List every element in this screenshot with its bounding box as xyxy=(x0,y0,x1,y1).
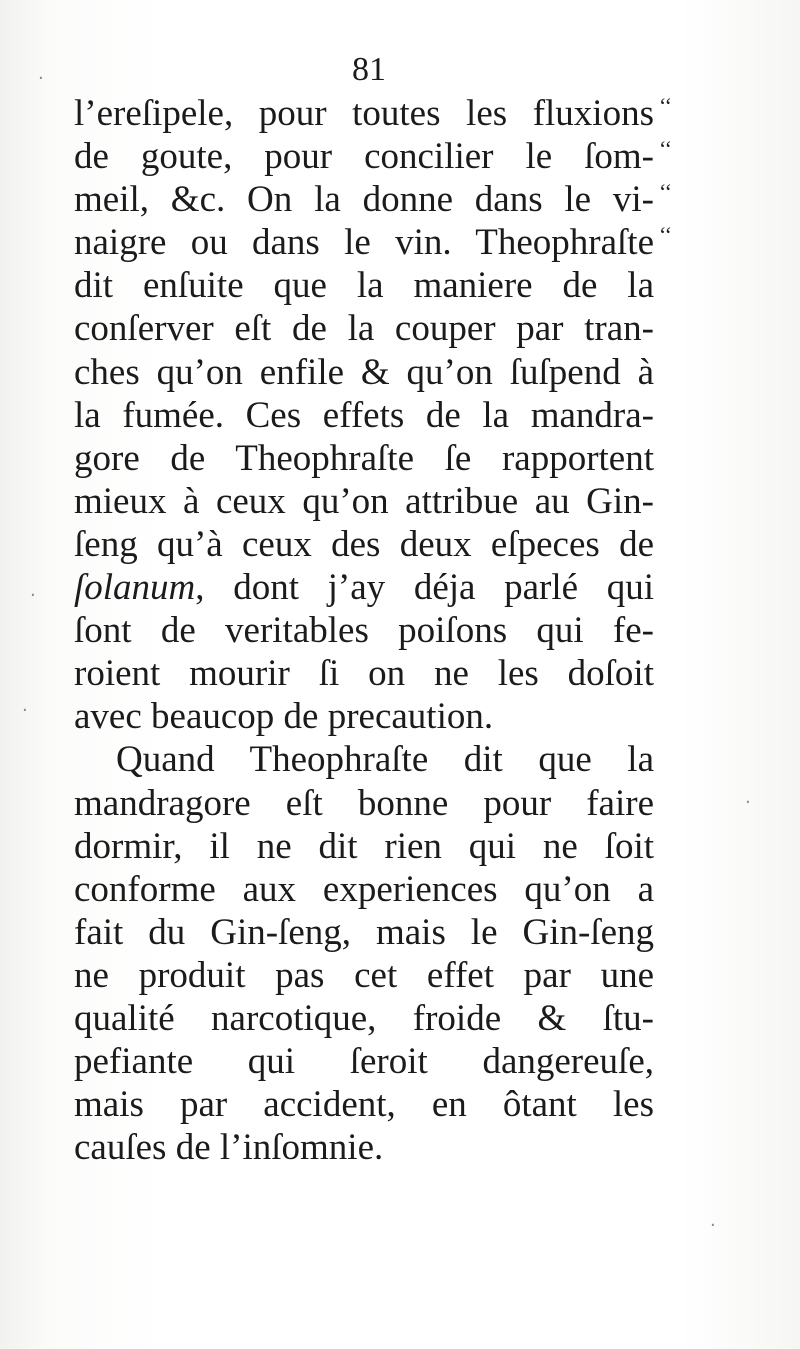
paper-speck: · xyxy=(745,792,751,813)
page-number: 81 xyxy=(352,51,386,88)
text-line: pefiante qui ſeroit dangereuſe, xyxy=(74,1041,654,1083)
paper-speck: · xyxy=(38,68,44,89)
text-line: mais par accident, en ôtant les xyxy=(74,1084,654,1126)
quotation-mark: ‘‘ xyxy=(658,179,672,205)
text-line: dit enſuite que la maniere de la xyxy=(74,265,654,307)
text-line: ſeng qu’à ceux des deux eſpeces de xyxy=(74,523,654,565)
quotation-mark: ‘‘ xyxy=(658,93,672,118)
text-line: ſolanum, dont j’ay déja parlé qui xyxy=(74,567,654,609)
text-line: avec beaucop de precaution. xyxy=(74,696,494,738)
paper-speck: · xyxy=(30,585,36,606)
text-line: roient mourir ſi on ne les doſoit xyxy=(74,653,654,695)
text-line: mieux à ceux qu’on attribue au Gin- xyxy=(74,480,654,522)
paper-speck: · xyxy=(710,1215,716,1236)
text-line: ſont de veritables poiſons qui fe- xyxy=(74,610,654,652)
text-line: cauſes de l’inſomnie. xyxy=(74,1127,384,1169)
text-line: mandragore eſt bonne pour faire xyxy=(74,782,654,824)
text-line: dormir, il ne dit rien qui ne ſoit xyxy=(74,825,654,867)
text-line: ne produit pas cet effet par une xyxy=(74,954,654,996)
text-line: naigre ou dans le vin. Theophraſte ‘‘ xyxy=(74,221,654,264)
text-line: meil, &c. On la donne dans le vi- ‘‘ xyxy=(74,178,654,221)
text-line: ches qu’on enfile & qu’on ſuſpend à xyxy=(74,351,654,393)
text-line: l’ereſipele, pour toutes les fluxions ‘‘ xyxy=(74,92,654,135)
paper-speck: · xyxy=(22,700,28,721)
text-line: de goute, pour concilier le ſom- ‘‘ xyxy=(74,135,654,178)
text-line: qualité narcotique, froide & ſtu- xyxy=(74,997,654,1039)
paragraph-first-line: Quand Theophraſte dit que la xyxy=(116,739,654,781)
text-line: gore de Theophraſte ſe rapportent xyxy=(74,437,654,479)
text-line: conſerver eſt de la couper par tran- xyxy=(74,308,654,350)
text-line: conforme aux experiences qu’on a xyxy=(74,868,654,910)
page-text-block xyxy=(74,50,672,1169)
italic-latin-term: ſolanum xyxy=(74,567,196,609)
text-line: la fumée. Ces effets de la mandra- xyxy=(74,394,654,436)
text-line: fait du Gin-ſeng, mais le Gin-ſeng xyxy=(74,911,654,953)
quotation-mark: ‘‘ xyxy=(658,136,672,162)
quotation-mark: ‘‘ xyxy=(658,222,672,248)
